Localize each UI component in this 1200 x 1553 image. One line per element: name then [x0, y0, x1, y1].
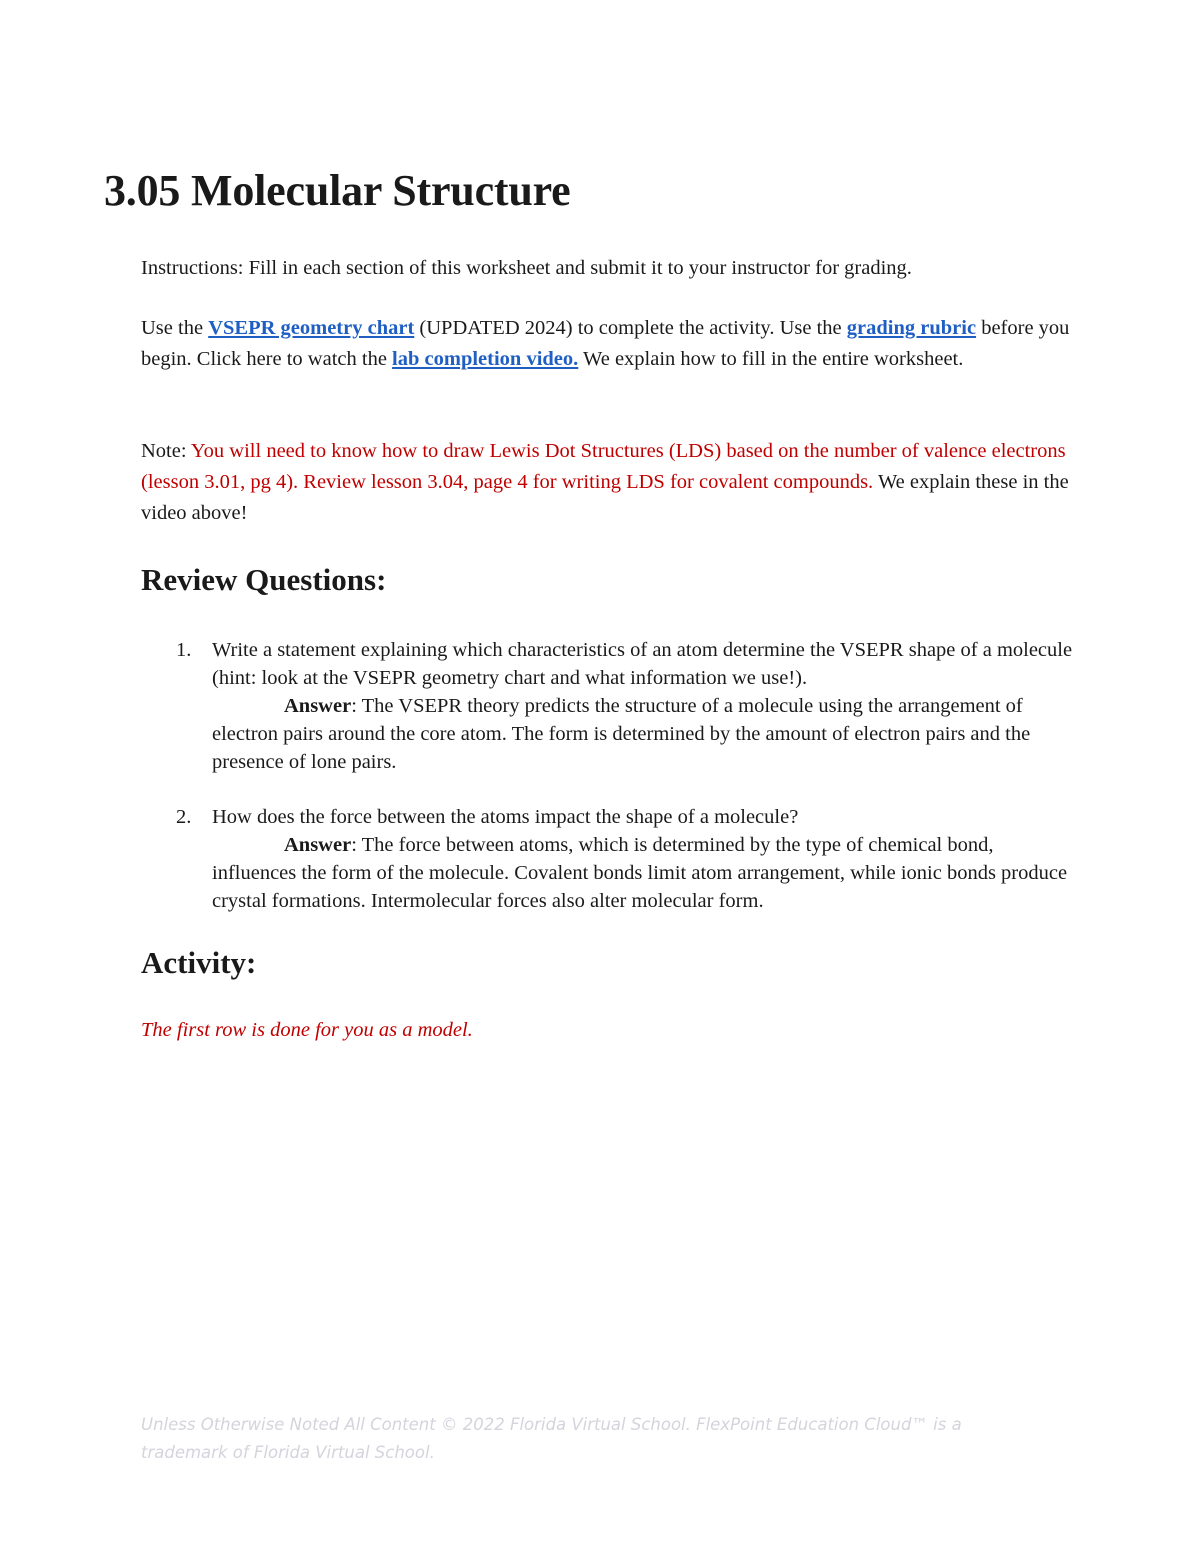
activity-heading: Activity: — [141, 945, 257, 980]
grading-rubric-link[interactable]: grading rubric — [846, 317, 977, 339]
answer-text: : The VSEPR theory predicts the structure of a molecule using the arrangement of electron pairs around the core atom. The form is determined by the amount of electron pairs and the presence of lone pairs. — [212, 695, 1031, 773]
question-body — [212, 636, 1082, 776]
resources-text-4: We explain how to fill in the entire worksheet. — [578, 348, 964, 370]
answer-label: Answer — [284, 695, 352, 717]
question-number: 2. — [176, 806, 192, 828]
page-title: 3.05 Molecular Structure — [104, 166, 571, 215]
resources-text-2: (UPDATED 2024) to complete the activity. Use the — [414, 317, 847, 339]
vsepr-chart-link[interactable]: VSEPR geometry chart — [208, 317, 415, 339]
note-warning-text: You will need to know how to draw Lewis Dot Structures (LDS) based on the number of valence electrons (lesson 3.01, pg 4). Review lesson 3.04, page 4 for writing LDS for covalent compounds. — [141, 440, 1066, 493]
resources-text-3: before you begin. Click here to watch the — [141, 317, 1070, 370]
resources-text-1: Use the — [141, 317, 209, 339]
review-questions-heading: Review Questions: — [141, 562, 387, 597]
question-body — [212, 803, 1082, 915]
answer-block — [212, 692, 1082, 776]
lab-video-link[interactable]: lab completion video. — [392, 348, 579, 370]
question-number: 1. — [176, 639, 192, 661]
question-text: How does the force between the atoms impact the shape of a molecule? — [212, 806, 799, 828]
note-paragraph — [141, 436, 1081, 529]
answer-label: Answer — [284, 834, 352, 856]
question-text: Write a statement explaining which characteristics of an atom determine the VSEPR shape of a molecule (hint: look at the VSEPR geometry chart and what information we use!). — [212, 639, 1073, 689]
note-label: Note: — [141, 440, 191, 462]
answer-text: : The force between atoms, which is determined by the type of chemical bond, influences the form of the molecule. Covalent bonds limit atom arrangement, while ionic bonds produce crystal formations. Intermolecular forces also alter molecular form. — [212, 834, 1068, 912]
model-note: The first row is done for you as a model. — [141, 1019, 473, 1041]
note-tail-text: We explain these in the video above! — [141, 471, 1069, 524]
resources-paragraph — [141, 313, 1081, 375]
answer-block — [212, 831, 1082, 915]
copyright-footer: Unless Otherwise Noted All Content © 2022 Florida Virtual School. FlexPoint Education Cloud™ is a trademark of Florida Virtual School. — [141, 1415, 962, 1462]
instructions-text: Instructions: Fill in each section of this worksheet and submit it to your instructor for grading. — [141, 257, 912, 279]
